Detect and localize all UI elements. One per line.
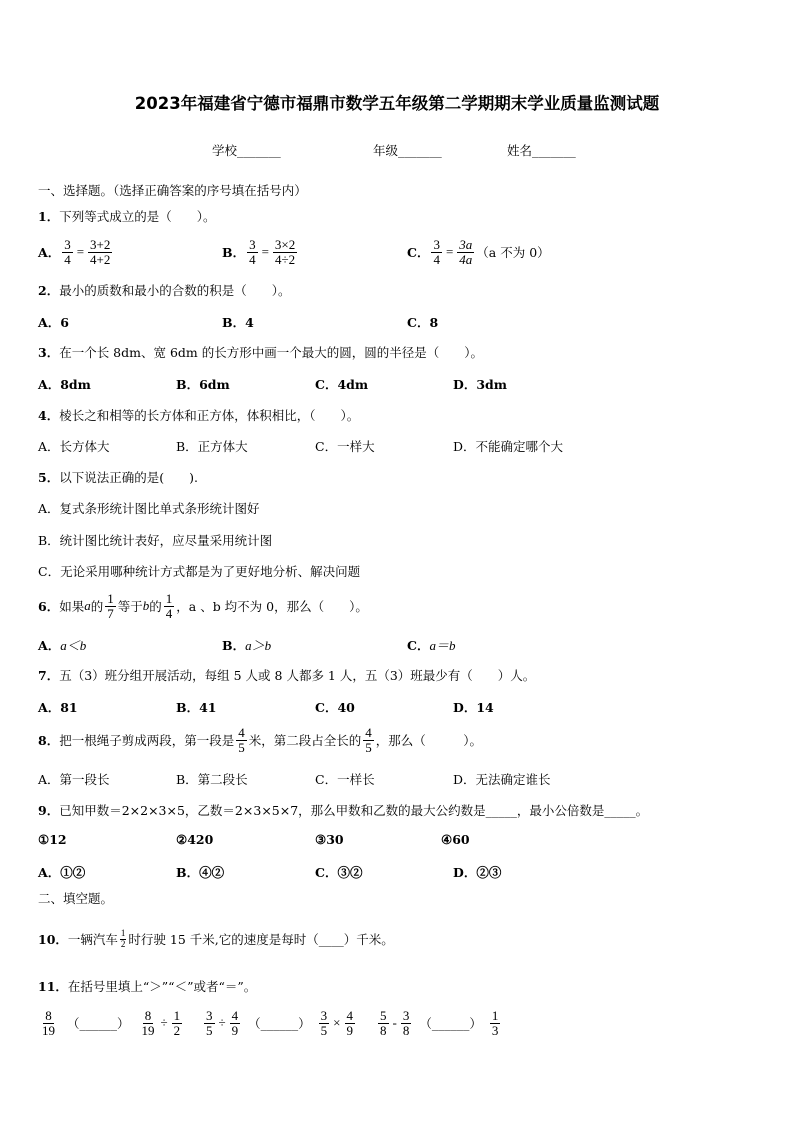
q1-b-label: B． [222, 245, 246, 260]
q7-stem: 五（3）班分组开展活动，每组 5 人或 8 人都多 1 人，五（3）班最少有（ ）人。 [59, 668, 536, 683]
q9-option-c: C．③② [315, 865, 363, 880]
question-6: 6． 如果 a 的 $\frac{1}{7}$ 等于 b 的 $\frac{1}{4}$ ，a 、b 均不为 0，那么（ ）。 [38, 590, 368, 621]
answer-blank[interactable]: （______） [248, 1016, 311, 1031]
q2-option-c: C．8 [407, 315, 439, 330]
q4-option-b: B．正方体大 [176, 439, 248, 454]
fraction: $\frac{1}{4}$ [165, 590, 173, 621]
fraction: $\frac{3+2}{4+2}$ [90, 236, 111, 267]
grade-field: 年级_______ [373, 143, 442, 158]
q1-option-b [222, 232, 299, 272]
equals-sign: = [76, 244, 85, 259]
q7-option-d: D．14 [453, 700, 494, 715]
section-choice-heading: 一、选择题。（选择正确答案的序号填在括号内） [38, 183, 307, 198]
q1-stem: 下列等式成立的是（ ）。 [59, 209, 216, 224]
fraction: $\frac{4}{5}$ [365, 724, 372, 755]
fraction: $\frac{3}{4}$ [249, 236, 256, 267]
q8-option-a: A．第一段长 [38, 772, 110, 787]
q3-stem: 在一个长 8dm、宽 6dm 的长方形中画一个最大的圆，圆的半径是（ ）。 [59, 345, 483, 360]
q8-option-b: B．第二段长 [176, 772, 248, 787]
q9-stem: 已知甲数＝2×2×3×5，乙数＝2×3×5×7，那么甲数和乙数的最大公约数是_____，最小公倍数是_____。 [59, 803, 649, 818]
school-field: 学校_______ [212, 143, 281, 158]
q11-stem: 在括号里填上“＞”“＜”或者“＝”。 [67, 979, 257, 994]
name-field: 姓名_______ [507, 143, 576, 158]
q4-option-a: A．长方体大 [38, 439, 110, 454]
q9-choice-1: ①12 [38, 832, 67, 847]
question-7: 7．五（3）班分组开展活动，每组 5 人或 8 人都多 1 人，五（3）班最少有（ ）人。 [38, 668, 536, 683]
fraction: $\frac{3}{4}$ [433, 236, 440, 267]
question-3: 3．在一个长 8dm、宽 6dm 的长方形中画一个最大的圆，圆的半径是（ ）。 [38, 345, 483, 360]
fraction: $\frac{4}{9}$ [346, 1007, 353, 1038]
fraction: $\frac{8}{19}$ [42, 1007, 55, 1038]
q2-stem: 最小的质数和最小的合数的积是（ ）。 [59, 283, 291, 298]
fraction: $\frac{5}{8}$ [380, 1007, 387, 1038]
q7-option-a: A．81 [38, 700, 78, 715]
fraction: $\frac{3}{5}$ [206, 1007, 213, 1038]
q2-option-a: A．6 [38, 315, 69, 330]
q1-a-label: A． [38, 245, 61, 260]
page-title: 2023年福建省宁德市福鼎市数学五年级第二学期期末学业质量监测试题 [134, 94, 660, 113]
question-11: 11．在括号里填上“＞”“＜”或者“＝”。 [38, 979, 257, 994]
question-5: 5．以下说法正确的是( ). [38, 470, 198, 485]
q9-option-a: A．①② [38, 865, 86, 880]
fraction: $\frac{1}{2}$ [120, 928, 126, 949]
answer-blank[interactable]: （______） [67, 1016, 130, 1031]
fraction: $\frac{8}{19}$ [141, 1007, 155, 1038]
fraction: $\frac{3a}{4a}$ [459, 236, 473, 267]
q1-option-c [407, 232, 550, 272]
fraction: $\frac{1}{2}$ [173, 1007, 181, 1038]
answer-blank[interactable]: （______） [419, 1016, 482, 1031]
q7-option-b: B．41 [176, 700, 217, 715]
question-1 [38, 207, 215, 225]
fraction: $\frac{3}{5}$ [320, 1007, 328, 1038]
q7-option-c: C．40 [315, 700, 355, 715]
section-fill-heading: 二、填空题。 [38, 891, 114, 906]
q9-choice-2: ②420 [176, 832, 214, 847]
q3-option-a: A．8dm [38, 377, 91, 392]
q4-option-c: C．一样大 [315, 439, 375, 454]
fraction: $\frac{3}{8}$ [402, 1007, 410, 1038]
q3-option-d: D．3dm [453, 377, 508, 392]
question-9: 9．已知甲数＝2×2×3×5，乙数＝2×3×5×7，那么甲数和乙数的最大公约数是_____，最小公倍数是_____。 [38, 803, 649, 818]
q6-option-a: A．a＜b [38, 638, 87, 653]
q11-expression-3: $\frac{5}{8}$ - $\frac{3}{8}$ （______） $\frac{1}{3}$ [380, 1007, 499, 1038]
equals-sign: = [261, 244, 269, 259]
q1-number: 1． [38, 209, 60, 224]
fraction: $\frac{1}{7}$ [107, 590, 114, 621]
q2-option-b: B．4 [222, 315, 254, 330]
q3-option-b: B．6dm [176, 377, 230, 392]
q6-option-b: B．a＞b [222, 638, 272, 653]
q6-option-c: C．a＝b [407, 638, 456, 653]
q8-option-d: D．无法确定谁长 [453, 772, 551, 787]
q5-option-c: C．无论采用哪种统计方式都是为了更好地分析、解决问题 [38, 564, 361, 579]
q4-stem: 棱长之和相等的长方体和正方体，体积相比，（ ）。 [59, 408, 360, 423]
fraction: $\frac{3}{4}$ [64, 236, 71, 267]
q3-option-c: C．4dm [315, 377, 369, 392]
q1-c-label: C． [407, 245, 430, 260]
q11-expression-1: $\frac{8}{19}$ （______） $\frac{8}{19}$ ÷ $\frac{1}{2}$ [42, 1007, 181, 1038]
q5-stem: 以下说法正确的是( ). [59, 470, 198, 485]
fraction: $\frac{3\times 2}{4\div 2}$ [274, 236, 296, 267]
question-4: 4．棱长之和相等的长方体和正方体，体积相比，（ ）。 [38, 408, 360, 423]
question-8: 8． 把一根绳子剪成两段，第一段是 $\frac{4}{5}$ 米，第二段占全长的 $\frac{4}{5}$ ，那么（ ）。 [38, 724, 482, 755]
question-10: 10． 一辆汽车 $\frac{1}{2}$ 时行驶 15 千米,它的速度是每时（____）千米。 [38, 928, 394, 949]
fraction: $\frac{4}{5}$ [238, 724, 245, 755]
fraction: $\frac{1}{3}$ [491, 1007, 499, 1038]
q5-option-a: A．复式条形统计图比单式条形统计图好 [38, 501, 260, 516]
q9-option-d: D．②③ [453, 865, 502, 880]
q1-option-a [38, 232, 114, 272]
q1-c-note: （a 不为 0） [476, 245, 550, 260]
q9-choice-3: ③30 [315, 832, 344, 847]
q9-choice-4: ④60 [441, 832, 470, 847]
q11-expression-2: $\frac{3}{5}$ ÷ $\frac{4}{9}$ （______） $\frac{3}{5}$ × $\frac{4}{9}$ [206, 1007, 353, 1038]
q4-option-d: D．不能确定哪个大 [453, 439, 564, 454]
fraction: $\frac{4}{9}$ [231, 1007, 239, 1038]
q8-option-c: C．一样长 [315, 772, 375, 787]
question-2: 2．最小的质数和最小的合数的积是（ ）。 [38, 283, 291, 298]
q5-option-b: B．统计图比统计表好，应尽量采用统计图 [38, 533, 273, 548]
q9-option-b: B．④② [176, 865, 225, 880]
equals-sign: = [445, 244, 454, 259]
